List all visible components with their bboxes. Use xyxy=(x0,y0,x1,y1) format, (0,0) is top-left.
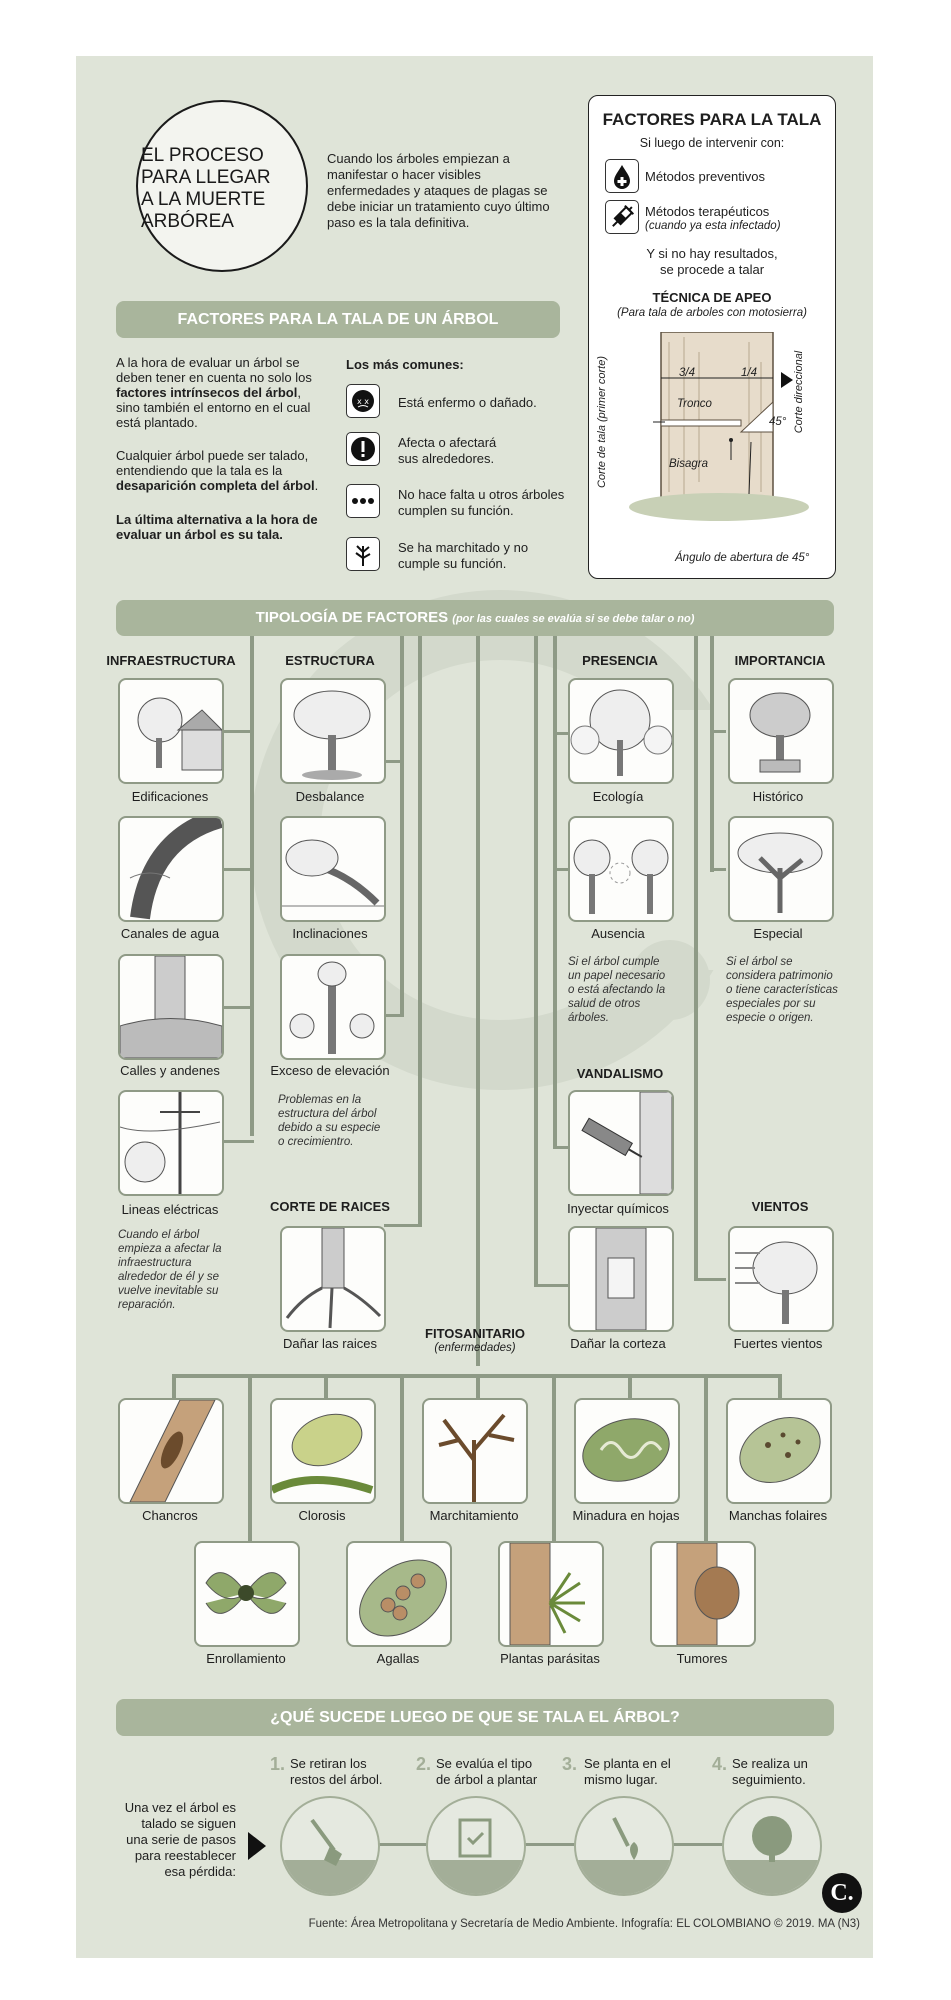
title-line: A LA MUERTE xyxy=(141,189,266,210)
item-historico: Histórico xyxy=(752,789,804,804)
tipologia-title: TIPOLOGÍA DE FACTORES xyxy=(255,609,449,626)
factores-paragraph-2 xyxy=(116,448,326,493)
thumb-calles xyxy=(118,954,224,1060)
connector-line xyxy=(553,868,568,871)
title-line: PARA LLEGAR xyxy=(141,167,271,188)
fraction-14: 1/4 xyxy=(741,367,757,379)
item-inclinaciones: Inclinaciones xyxy=(292,926,368,941)
connector-line xyxy=(172,1374,176,1398)
item-enrollamiento: Enrollamiento xyxy=(206,1651,286,1666)
connector-line xyxy=(553,732,568,735)
sick-face-icon xyxy=(346,384,380,418)
step-icon-clipboard xyxy=(426,1796,526,1896)
step-text: de árbol a plantar xyxy=(436,1772,538,1787)
note-line: estructura del árbol xyxy=(278,1108,377,1120)
item-calles: Calles y andenes xyxy=(120,1063,220,1078)
thumb-minadura xyxy=(574,1398,680,1504)
comun-text: cumple su función. xyxy=(398,556,507,571)
category-importancia: IMPORTANCIA xyxy=(734,653,826,668)
note-importancia xyxy=(726,955,846,1025)
connector-line xyxy=(534,1284,568,1287)
connector-line xyxy=(694,1278,726,1281)
connector-line xyxy=(250,636,254,1136)
text-span: . xyxy=(314,478,319,493)
thumb-corteza xyxy=(568,1226,674,1332)
steps-intro-line: Una vez el árbol es xyxy=(124,1800,236,1815)
category-estructura: ESTRUCTURA xyxy=(285,653,375,668)
thumb-inclinaciones xyxy=(280,816,386,922)
thumb-tumores xyxy=(650,1541,756,1647)
item-minadura: Minadura en hojas xyxy=(572,1508,680,1523)
label-corte-direccional: Corte direccional xyxy=(793,350,805,434)
thumb-manchas xyxy=(726,1398,832,1504)
step-number: 1. xyxy=(270,1754,286,1774)
fraction-34: 3/4 xyxy=(679,367,695,379)
note-infraestructura xyxy=(118,1228,238,1312)
connector-line xyxy=(710,868,726,871)
category-infraestructura: INFRAESTRUCTURA xyxy=(106,653,236,668)
steps-intro-line: para reestablecer xyxy=(134,1848,236,1863)
thumb-historico xyxy=(728,678,834,784)
thumb-clorosis xyxy=(270,1398,376,1504)
item-chancros: Chancros xyxy=(142,1508,198,1523)
item-canales: Canales de agua xyxy=(120,926,220,941)
method-therapeutic-note: (cuando ya esta infectado) xyxy=(645,220,781,232)
category-vientos: VIENTOS xyxy=(751,1199,809,1214)
step-icon-shovel xyxy=(280,1796,380,1896)
note-line: empieza a afectar la xyxy=(118,1243,222,1255)
que-sucede-bar: ¿QUÉ SUCEDE LUEGO DE QUE SE TALA EL ÁRBOL? xyxy=(116,1699,834,1736)
step-icon-plant xyxy=(574,1796,674,1896)
comunes-title: Los más comunes: xyxy=(346,357,464,372)
item-edificaciones: Edificaciones xyxy=(131,789,209,804)
thumb-vientos xyxy=(728,1226,834,1332)
note-line: infraestructura xyxy=(118,1257,192,1269)
label-bisagra: Bisagra xyxy=(669,458,708,470)
method-preventive: Métodos preventivos xyxy=(645,169,765,184)
comun-text: sus alrededores. xyxy=(398,451,495,466)
item-tumores: Tumores xyxy=(676,1651,728,1666)
label-angulo: Ángulo de abertura de 45° xyxy=(675,552,810,564)
comun-text: Está enfermo o dañado. xyxy=(398,395,537,410)
connector-line xyxy=(476,1374,480,1398)
note-line: Cuando el árbol xyxy=(118,1229,200,1241)
thumb-edificaciones xyxy=(118,678,224,784)
tala-box xyxy=(588,95,836,579)
footer-source: Fuente: Área Metropolitana y Secretaría de Medio Ambiente. Infografía: EL COLOMBIANO © 2019. MA (N3) xyxy=(308,1918,860,1930)
item-agallas: Agallas xyxy=(376,1651,420,1666)
connector-line xyxy=(222,1140,254,1143)
el-colombiano-logo: C. xyxy=(822,1873,862,1913)
item-vientos: Fuertes vientos xyxy=(733,1336,823,1351)
item-lineas: Lineas eléctricas xyxy=(121,1202,219,1217)
note-estructura xyxy=(278,1093,398,1149)
label-corte-tala: Corte de tala (primer corte) xyxy=(596,355,608,489)
connector-line xyxy=(710,636,714,872)
step-text: restos del árbol. xyxy=(290,1772,383,1787)
thumb-lineas xyxy=(118,1090,224,1196)
category-presencia: PRESENCIA xyxy=(582,653,658,668)
connector-line xyxy=(324,1374,328,1398)
note-line: árboles. xyxy=(568,1012,609,1024)
withered-plant-icon xyxy=(346,537,380,571)
step-text: mismo lugar. xyxy=(584,1772,658,1787)
connector-line xyxy=(418,636,422,1226)
syringe-icon xyxy=(605,200,639,234)
thumb-raices xyxy=(280,1226,386,1332)
tipologia-subtitle: (por las cuales se evalúa si se debe talar o no) xyxy=(452,613,695,625)
result-line: Y si no hay resultados, xyxy=(646,246,778,261)
note-line: considera patrimonio xyxy=(726,970,833,982)
thumb-desbalance xyxy=(280,678,386,784)
text-span-bold: desaparición completa del árbol xyxy=(116,478,315,493)
arrow-right-icon xyxy=(248,1832,268,1860)
connector-line xyxy=(710,730,726,733)
note-line: un papel necesario xyxy=(568,970,666,982)
comun-text: cumplen su función. xyxy=(398,503,514,518)
connector-line xyxy=(384,1224,422,1227)
step-text: Se realiza un xyxy=(732,1756,808,1771)
thumb-canales xyxy=(118,816,224,922)
item-exceso: Exceso de elevación xyxy=(270,1063,390,1078)
thumb-marchitamiento xyxy=(422,1398,528,1504)
connector-line xyxy=(476,636,480,1366)
category-fitosanitario: FITOSANITARIO xyxy=(425,1326,525,1341)
connector-line xyxy=(400,636,404,1016)
thumb-ecologia xyxy=(568,678,674,784)
note-line: Si el árbol cumple xyxy=(568,956,660,968)
thumb-parasitas xyxy=(498,1541,604,1647)
factores-paragraph-3: La última alternativa a la hora de evaluar un árbol es su tala. xyxy=(116,512,318,542)
item-marchitamiento: Marchitamiento xyxy=(429,1508,519,1523)
drop-plus-icon xyxy=(605,159,639,193)
result-line: se procede a talar xyxy=(659,262,765,277)
item-inyectar: Inyectar químicos xyxy=(567,1201,669,1216)
note-line: Problemas en la xyxy=(278,1094,362,1106)
text-span: Cualquier árbol puede ser talado, entendiendo que la tala es la xyxy=(116,448,309,478)
category-vandalismo: VANDALISMO xyxy=(576,1066,664,1081)
note-line: debido a su especie xyxy=(278,1122,381,1134)
title-line: EL PROCESO xyxy=(141,145,264,166)
step-text: Se evalúa el tipo xyxy=(436,1756,533,1771)
connector-line xyxy=(222,1006,254,1009)
thumb-agallas xyxy=(346,1541,452,1647)
intro-text: Cuando los árboles empiezan a manifestar o hacer visibles enfermedades y ataques de plagas se debe iniciar un tratamiento cuyo último paso es la tala definitiva. xyxy=(327,151,550,230)
fitosanitario-subtitle: (enfermedades) xyxy=(434,1342,516,1354)
thumb-inyectar xyxy=(568,1090,674,1196)
text-span: A la hora de evaluar un árbol se deben tener en cuenta no solo los xyxy=(116,355,312,385)
connector-line xyxy=(222,730,254,733)
step-text: Se planta en el xyxy=(584,1756,671,1771)
connector-line xyxy=(778,1374,782,1398)
step-text: Se retiran los xyxy=(290,1756,367,1771)
comun-text: Afecta o afectará xyxy=(398,435,497,450)
note-line: o crecimientro. xyxy=(278,1136,354,1148)
tala-box-title: FACTORES PARA LA TALA xyxy=(602,110,822,129)
item-clorosis: Clorosis xyxy=(298,1508,346,1523)
thumb-chancros xyxy=(118,1398,224,1504)
item-desbalance: Desbalance xyxy=(295,789,365,804)
connector-line xyxy=(222,868,254,871)
step-number: 4. xyxy=(712,1754,728,1774)
category-corte-raices: CORTE DE RAICES xyxy=(270,1199,390,1214)
item-raices: Dañar las raices xyxy=(283,1336,377,1351)
tipologia-bar xyxy=(116,600,834,636)
comun-text: Se ha marchitado y no xyxy=(398,540,529,555)
item-ausencia: Ausencia xyxy=(591,926,645,941)
step-text: seguimiento. xyxy=(732,1772,806,1787)
connector-line xyxy=(534,636,538,1286)
connector-line xyxy=(553,1146,568,1149)
item-parasitas: Plantas parásitas xyxy=(500,1651,600,1666)
steps-intro xyxy=(108,1800,236,1880)
note-line: o está afectando la xyxy=(568,984,666,996)
note-line: o tiene características xyxy=(726,984,838,996)
item-especial: Especial xyxy=(753,926,803,941)
item-manchas: Manchas folaires xyxy=(728,1508,828,1523)
note-line: especie o origen. xyxy=(726,1012,814,1024)
label-tronco: Tronco xyxy=(677,398,712,410)
thumb-ausencia xyxy=(568,816,674,922)
connector-line xyxy=(628,1374,632,1398)
step-icon-tree xyxy=(722,1796,822,1896)
item-corteza: Dañar la corteza xyxy=(570,1336,666,1351)
tech-title: TÉCNICA DE APEO xyxy=(652,290,772,305)
note-presencia xyxy=(568,955,688,1025)
steps-intro-line: una serie de pasos xyxy=(126,1832,236,1847)
connector-line xyxy=(384,1014,404,1017)
note-line: alrededor de él y se xyxy=(118,1271,220,1283)
note-line: vuelve inevitable su xyxy=(118,1285,219,1297)
comun-text: No hace falta u otros árboles xyxy=(398,487,565,502)
note-line: Si el árbol se xyxy=(726,956,793,968)
note-line: reparación. xyxy=(118,1299,176,1311)
factores-bar: FACTORES PARA LA TALA DE UN ÁRBOL xyxy=(116,301,560,338)
svg-text:x x: x x xyxy=(356,397,370,406)
steps-intro-line: esa pérdida: xyxy=(164,1864,236,1879)
title-line: ARBÓREA xyxy=(141,211,234,232)
note-line: especiales por su xyxy=(726,998,816,1010)
exclamation-icon xyxy=(346,432,380,466)
thumb-exceso xyxy=(280,954,386,1060)
label-angle: 45° xyxy=(769,416,787,428)
tala-box-subtitle: Si luego de intervenir con: xyxy=(639,136,785,150)
note-line: salud de otros xyxy=(568,998,641,1010)
dots-icon xyxy=(346,484,380,518)
felling-diagram xyxy=(609,332,819,542)
text-span-bold: factores intrínsecos del árbol xyxy=(116,385,298,400)
method-therapeutic: Métodos terapéuticos xyxy=(645,204,770,219)
thumb-especial xyxy=(728,816,834,922)
step-number: 2. xyxy=(416,1754,432,1774)
connector-line xyxy=(553,636,557,1148)
connector-line xyxy=(384,760,404,763)
step-number: 3. xyxy=(562,1754,578,1774)
text-span: , sino también el entorno en el cual está plantado. xyxy=(116,385,311,430)
factores-paragraph-1 xyxy=(116,355,326,430)
main-title xyxy=(141,145,301,233)
thumb-enrollamiento xyxy=(194,1541,300,1647)
tech-subtitle: (Para tala de arboles con motosierra) xyxy=(617,307,807,319)
item-ecologia: Ecología xyxy=(592,789,644,804)
steps-intro-line: talado se siguen xyxy=(141,1816,236,1831)
connector-line xyxy=(694,636,698,1280)
